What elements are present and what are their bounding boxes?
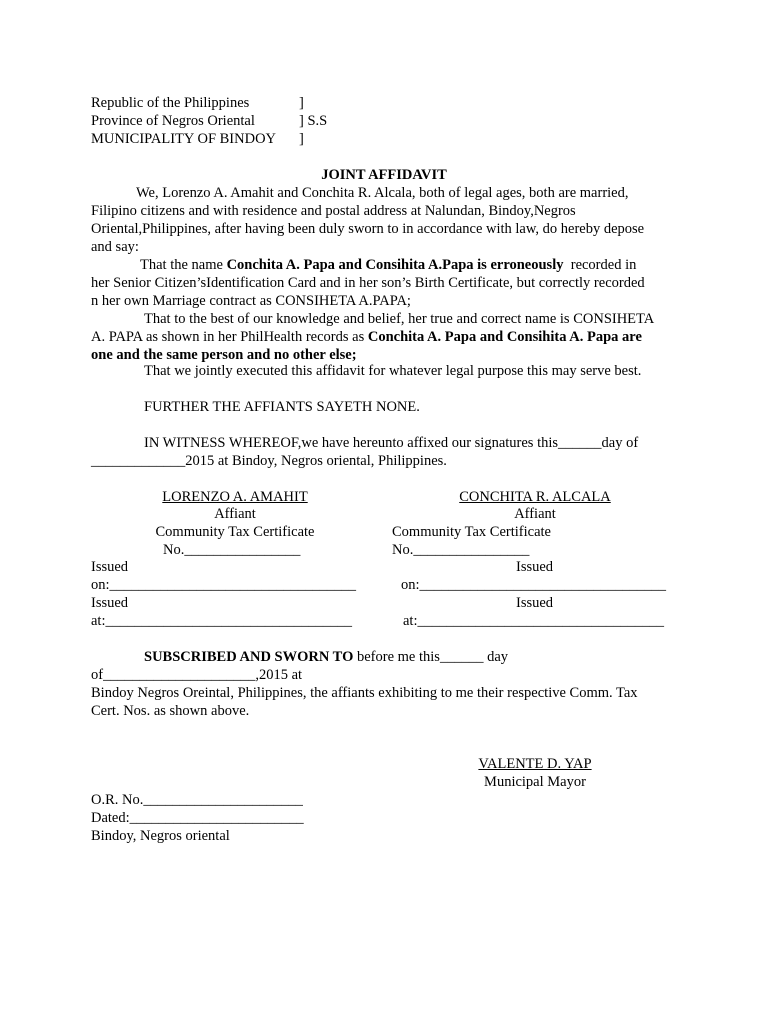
document-title: JOINT AFFIDAVIT <box>321 167 447 183</box>
para1-line-1 <box>140 256 636 274</box>
intro-line-2: Filipino citizens and with residence and postal address at Nalundan, Bindoy,Negros <box>91 203 576 219</box>
affiant1-issued-on-label: Issued <box>91 559 129 575</box>
intro-line-4: and say: <box>91 239 139 255</box>
further-statement: FURTHER THE AFFIANTS SAYETH NONE. <box>144 399 420 415</box>
affiant2-issued-at-label: Issued <box>516 595 554 611</box>
intro-line-1: We, Lorenzo A. Amahit and Conchita R. Alcala, both of legal ages, both are married, <box>136 185 629 201</box>
affiant2-role: Affiant <box>514 506 556 522</box>
witness-line-1: IN WITNESS WHEREOF,we have hereunto affixed our signatures this______day of <box>144 435 639 451</box>
para1-line-2: her Senior Citizen’sIdentification Card and in her son’s Birth Certificate, but correctly recorded <box>91 275 645 291</box>
affiant2-ctc-no: No.________________ <box>392 542 530 558</box>
sworn-line-3: Bindoy Negros Oreintal, Philippines, the affiants exhibiting to me their respective Comm. Tax <box>91 685 638 701</box>
venue-country: Republic of the Philippines <box>91 95 250 111</box>
sworn-bold: SUBSCRIBED AND SWORN TO <box>144 649 354 665</box>
officer-title: Municipal Mayor <box>484 774 586 790</box>
affiant2-issued-at-line: at:__________________________________ <box>403 613 664 629</box>
intro-line-3: Oriental,Philippines, after having been duly sworn to in accordance with law, do hereby depose <box>91 221 645 237</box>
witness-line-2: _____________2015 at Bindoy, Negros oriental, Philippines. <box>91 453 447 469</box>
venue-province: Province of Negros Oriental <box>91 113 255 129</box>
affiant1-issued-on-line: on:__________________________________ <box>91 577 357 593</box>
para1-bold: Conchita A. Papa and Consihita A.Papa is erroneously <box>226 257 564 273</box>
para3: That we jointly executed this affidavit for whatever legal purpose this may serve best. <box>144 363 642 379</box>
affiant1-issued-at-label: Issued <box>91 595 129 611</box>
dated: Dated:________________________ <box>91 810 304 826</box>
affiant2-issued-on-label: Issued <box>516 559 554 575</box>
sworn-line-2: of_____________________,2015 at <box>91 667 303 683</box>
affiant2-ctc: Community Tax Certificate <box>392 524 551 540</box>
para1-line-3: n her own Marriage contract as CONSIHETA A.PAPA; <box>91 293 411 309</box>
sworn-rest: before me this______ day <box>353 649 509 665</box>
affiant2-name: CONCHITA R. ALCALA <box>459 489 611 505</box>
officer-name: VALENTE D. YAP <box>478 756 592 772</box>
venue-bracket-3: ] <box>299 131 304 147</box>
affiant1-role: Affiant <box>214 506 256 522</box>
para2-line-1: That to the best of our knowledge and belief, her true and correct name is CONSIHETA <box>144 311 655 327</box>
venue-bracket-1: ] <box>299 95 304 111</box>
affiant1-ctc-no: No.________________ <box>163 542 301 558</box>
para2-line-3: one and the same person and no other else; <box>91 347 357 363</box>
or-number: O.R. No.______________________ <box>91 792 303 808</box>
footer-place: Bindoy, Negros oriental <box>91 828 230 844</box>
para1-post: recorded in <box>563 257 637 273</box>
affiant1-ctc: Community Tax Certificate <box>155 524 315 540</box>
affiant2-issued-on-line: on:__________________________________ <box>401 577 667 593</box>
para2-line-2 <box>91 328 642 346</box>
affiant1-name: LORENZO A. AMAHIT <box>162 489 308 505</box>
venue-bracket-ss: ] S.S <box>299 113 328 129</box>
sworn-line-4: Cert. Nos. as shown above. <box>91 703 250 719</box>
para1-pre: That the name <box>140 257 227 273</box>
para2-line-2-pre: A. PAPA as shown in her PhilHealth records as <box>91 329 368 345</box>
para2-line-2-bold: Conchita A. Papa and Consihita A. Papa are <box>367 329 642 345</box>
venue-municipality: MUNICIPALITY OF BINDOY <box>91 131 277 147</box>
sworn-line-1 <box>144 648 508 666</box>
affiant1-issued-at-line: at:__________________________________ <box>91 613 352 629</box>
